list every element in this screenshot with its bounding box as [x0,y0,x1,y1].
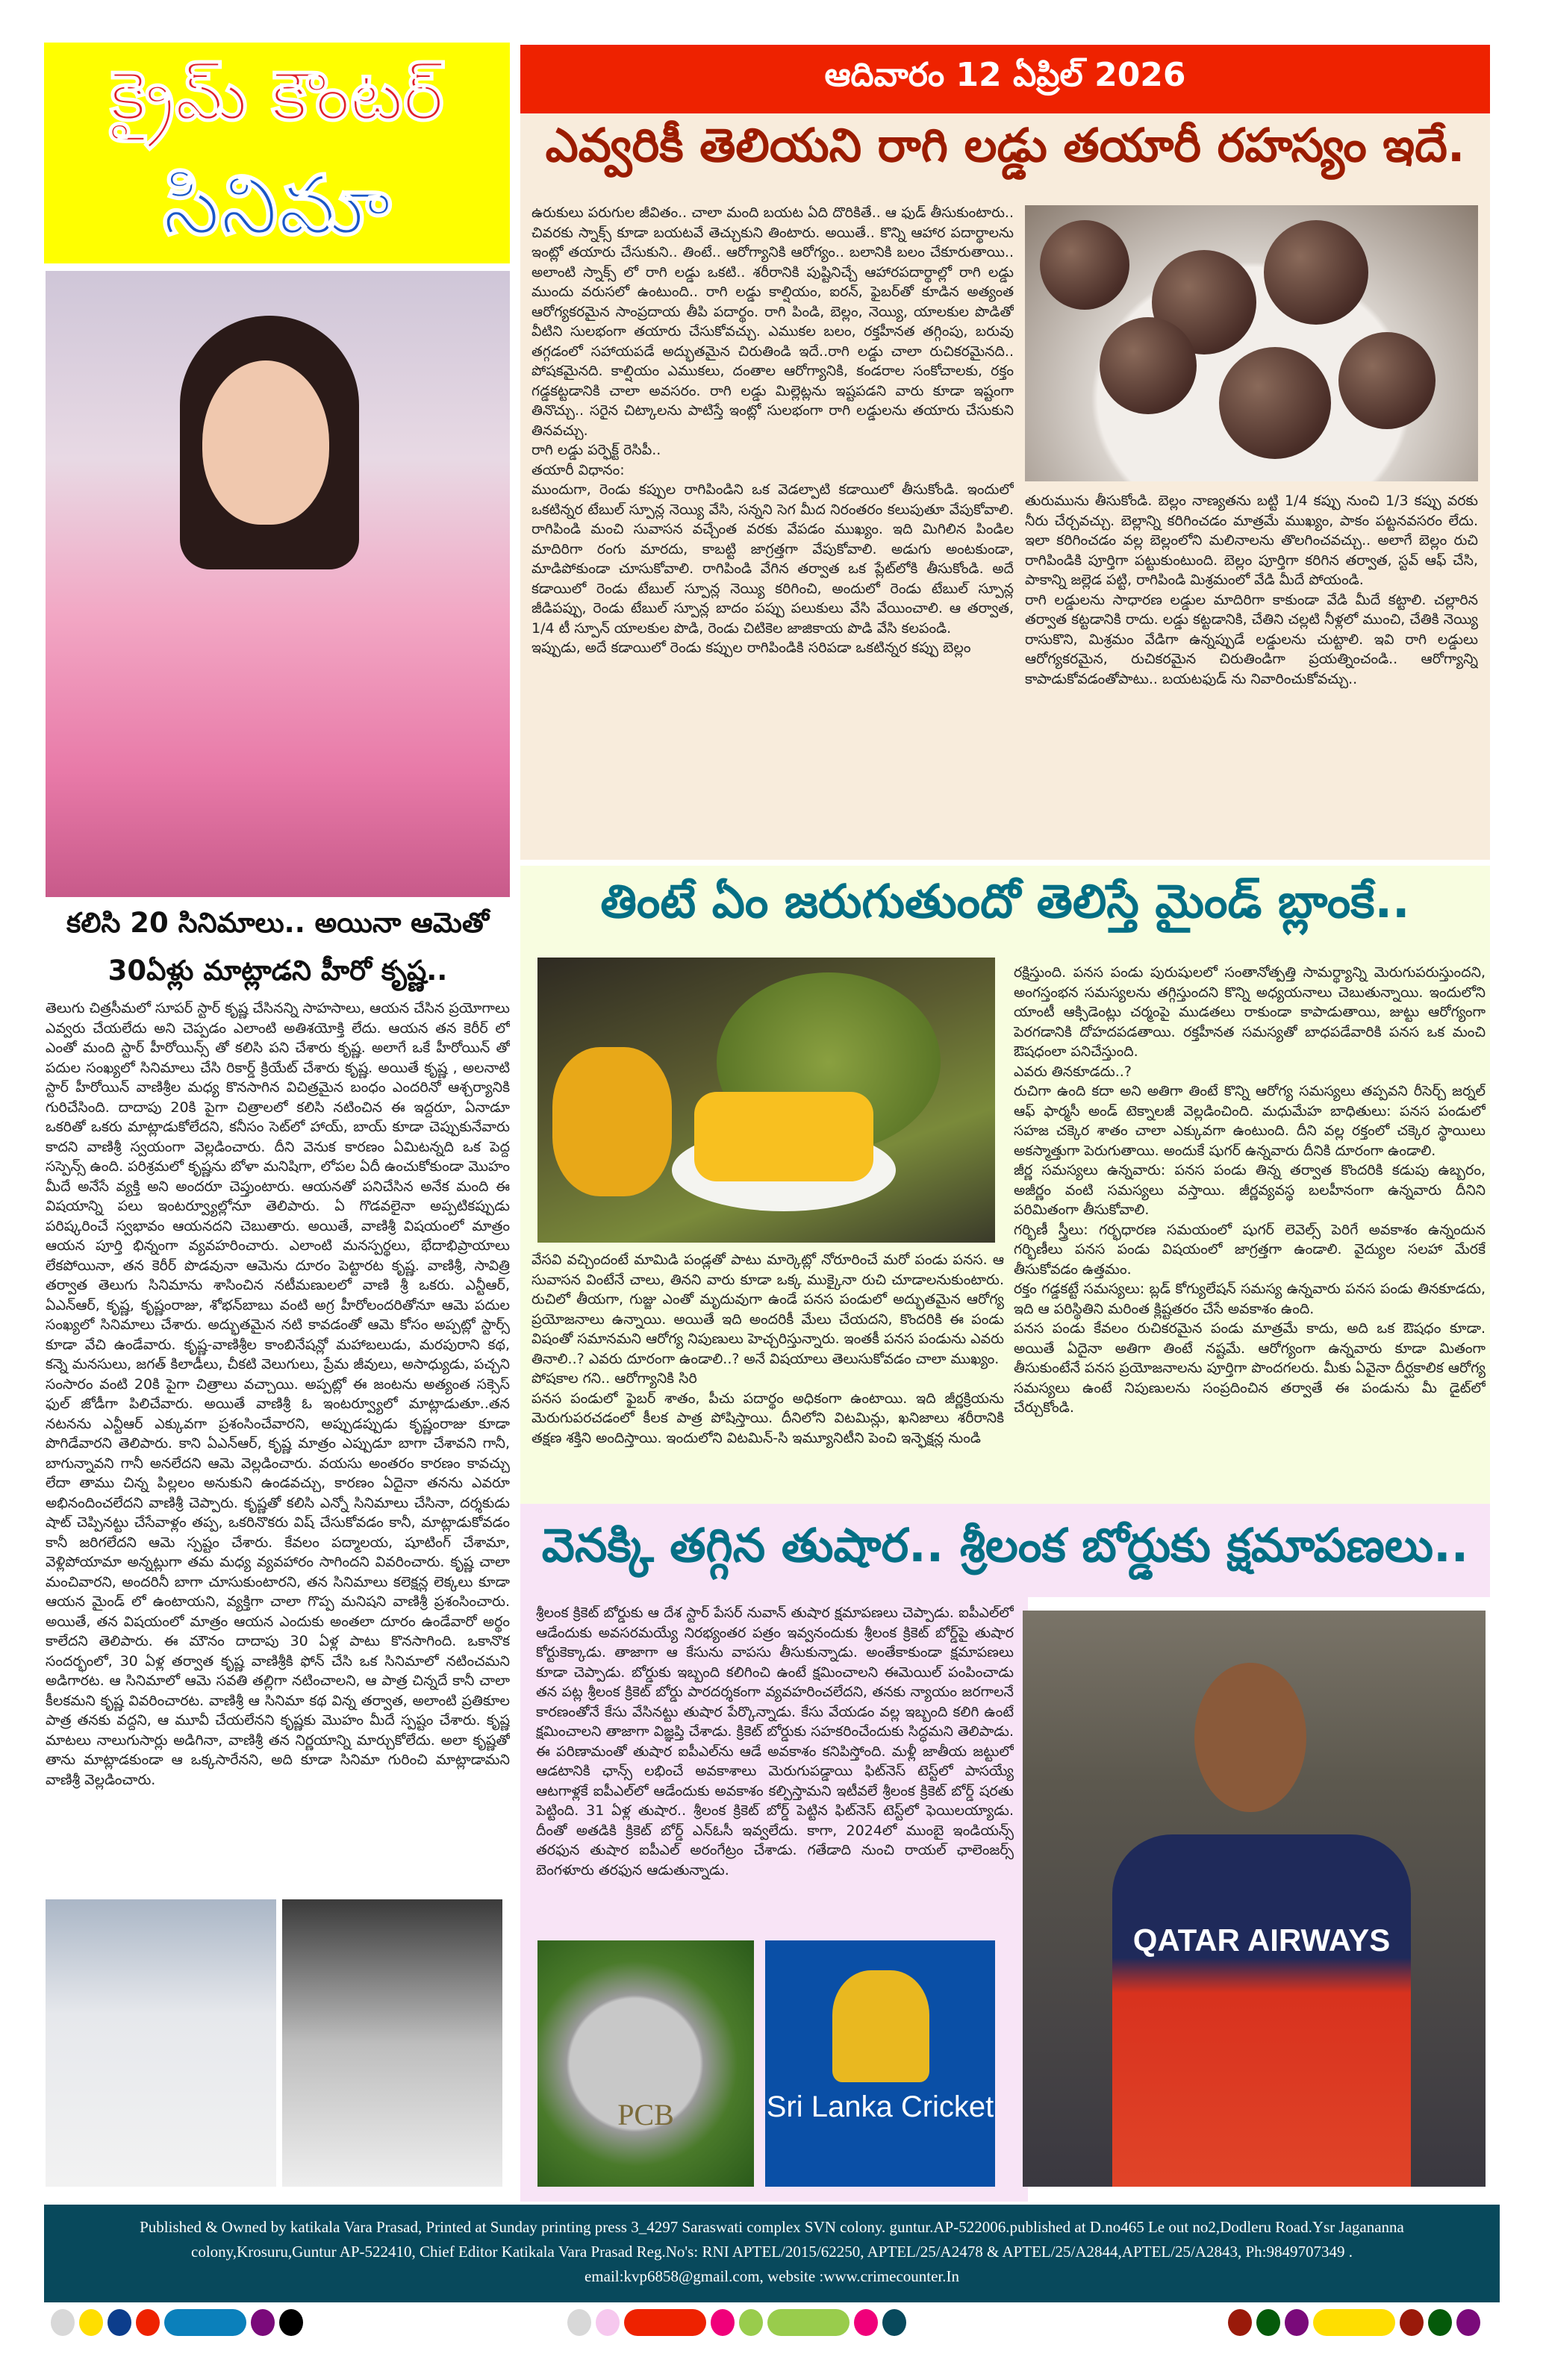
registration-marks-right [1228,2309,1480,2336]
article-jackfruit-col2 [1014,963,1486,1500]
pcb-logo-text: PCB [617,2098,674,2131]
headline-jackfruit: తింటే ఏం జరుగుతుందో తెలిస్తే మైండ్ బ్లాంకే.. [520,866,1490,948]
paragraph: పనస పండులో ఫైబర్ శాతం, పీచు పదార్థం అధికంగా ఉంటాయి. ఇది జీర్ణక్రియను మెరుగుపరచడంలో కీలక పాత్ర పోషిస్తాయి. దీనిలోని విటమిన్లు, ఖనిజాలు శరీరానికి తక్షణ శక్తిని అందిస్తాయి. ఇందులోని విటమిన్-సి ఇమ్యూనిటీని పెంచి ఇన్ఫెక్షన్ల నుండి [532,1390,1004,1446]
paragraph: పోషకాల గని.. ఆరోగ్యానికి సిరి [532,1370,697,1387]
paragraph: ఎవరు తినకూడదు..? [1014,1063,1132,1080]
krishna-photo [46,1899,276,2187]
registration-dot [79,2309,103,2336]
jackfruit-photo [537,958,995,1243]
registration-marks-left [51,2309,303,2336]
article-ragi-col1 [532,203,1014,852]
registration-dot [1456,2309,1480,2336]
headline-ragi: ఎవ్వరికీ తెలియని రాగి లడ్డు తయారీ రహస్యం ఇదే. [520,113,1490,188]
lion-emblem-icon [832,1970,929,2082]
thushara-photo [1023,1611,1486,2187]
article-thushara-body [536,1603,1014,1931]
headline-krishna [46,899,510,996]
registration-dot [164,2309,246,2336]
paragraph: గర్భిణీ స్త్రీలు: గర్భధారణ సమయంలో షుగర్ లెవెల్స్ పెరిగే అవకాశం ఉన్నందున గర్భిణీలు పనస పండు విషయంలో జాగ్రత్తగా ఉండాలి. వైద్యుల సలహా మేరకే తీసుకోవడం ఉత్తమం. [1014,1221,1486,1278]
paragraph: తెలుగు చిత్రసీమలో సూపర్ స్టార్ కృష్ణ చేసినన్ని సాహసాలు, ఆయన చేసిన ప్రయోగాలు ఎవ్వరు చేయలేదు అని చెప్పడం ఎలాంటి అతిశయోక్తి లేదు. ఆయన తన కెరీర్ లో ఎంతో మంది స్టార్ హీరోయిన్స్ తో కలిసి పని చేశారు కృష్ణ. అలాగే ఒకే హీరోయిన్ తో పదుల సంఖ్యలో సినిమాలు చేసి రికార్డ్ క్రియేట్ చేశారు కృష్ణ. అయితే కృష్ణ , అలనాటి స్టార్ హీరోయిన్ వాణిశ్రీల మధ్య కొనసాగిన విచిత్రమైన బంధం ఎందరినో ఆశ్చర్యానికి గురిచేసింది. దాదాపు 20కి పైగా చిత్రాలలో కలిసి నటించిన ఈ ఇద్దరూ, ఏనాడూ ఒకరితో ఒకరు మాట్లాడుకోలేదని, కనీసం సెట్‌లో హాయ్, బాయ్ కూడా చెప్పుకునేవారు కాదని వాణిశ్రీ స్వయంగా వెల్లడించారు. దీని వెనుక కారణం ఏమిటన్నది ఒక పెద్ద సస్పెన్స్ ఉంది. పరిశ్రమలో కృష్ణను బోళా మనిషిగా, లోపల ఏదీ ఉంచుకోకుండా మొహం మీదే అనేసే వ్యక్తి అని అందరూ చెప్తుంటారు. ఆయనతో పనిచేసిన అనేక మంది ఈ విషయాన్ని పలు ఇంటర్వ్యూల్లోనూ తెలిపారు. ఏ గొడవలైనా అప్పటికప్పుడు పరిష్కరించే స్వభావం ఆయనదని చెబుతారు. అయితే, వాణిశ్రీ విషయంలో మాత్రం ఆయన పూర్తి భిన్నంగా వ్యవహరించారు. ఎలాంటి మనస్పర్థలు, భేదాభిప్రాయాలు లేకపోయినా, తన కెరీర్ పొడవునా ఆమెను దూరం పెట్టారట కృష్ణ. వాణిశ్రీ, సావిత్రి తర్వాత తెలుగు సినిమాను శాసించిన నటీమణులలో వాణి శ్రీ ఒకరు. ఎన్టీఆర్, ఏఎన్ఆర్, కృష్ణ, కృష్ణంరాజు, శోభన్‌బాబు వంటి అగ్ర హీరోలందరితోనూ ఆమె పదుల సంఖ్యలో సినిమాలు చేశారు. అద్భుతమైన నటి కావడంతో ఆమె కోసం అప్పట్లో స్టార్స్ కూడా వేచి ఉండేవారు. కృష్ణ-వాణిశ్రీల కాంబినేషన్లో మహాబలుడు, మరపురాని కథ, కన్నె మనసులు, జగత్ కిలాడీలు, చీకటి వెలుగులు, ప్రేమ జీవులు, అసాధ్యుడు, పచ్చని సంసారం వంటి 20కి పైగా చిత్రాలు వచ్చాయి. అప్పట్లో ఈ జంటను అత్యంత సక్సెస్ ఫుల్ జోడీగా పిలిచేవారు. అయితే వాణిశ్రీ ఓ ఇంటర్వ్యూలో మాట్లాడుతూ..తన నటనను ఎన్టీఆర్ ఎక్కువగా ప్రశంసించేవారని, అప్పుడప్పుడు కృష్ణంరాజు కూడా పొగిడేవారని తెలిపారు. కాని ఏఎన్ఆర్, కృష్ణ మాత్రం ఎప్పుడూ బాగా చేశావని గానీ, బాగున్నావని గానీ అనలేదని ఆమె వెల్లడించారు. వయసు అంతరం కారణం కావచ్చు లేదా తాము చిన్న పిల్లలం అనుకుని ఉండవచ్చు, కారణం ఏదైనా తనను ఎవరూ అభినందించలేదని వాణిశ్రీ చెప్పారు. కృష్ణతో కలిసి ఎన్నో సినిమాలు చేసినా, దర్శకుడు షాట్ చెప్పినట్టు చేసేవాళ్లం తప్ప, ఒకరినొకరు విష్ చేసుకోవడం కానీ, మాట్లాడుకోవడం కానీ జరిగలేదని ఆమె స్పష్టం చేశారు. కేవలం పద్మాలయ, షూటింగ్ చేశామా, వెళ్లిపోయామా అన్నట్లుగా తమ మధ్య వ్యవహారం సాగిందని వివరించారు. కృష్ణ చాలా మంచివారని, అందరినీ బాగా చూసుకుంటారని, తన సినిమాలు కలెక్షన్ల లెక్కలు కూడా ఆయన మైండ్ లో ఉంటాయని, వ్యక్తిగా చాలా గొప్ప మనిషని వాణిశ్రీ ప్రశంసించారు. అయితే, తన విషయంలో మాత్రం ఆయన ఎందుకు అంతలా దూరం ఉండేవారో అర్థం కాలేదని తెలిపారు. ఈ మౌనం దాదాపు 30 ఏళ్ల పాటు కొనసాగింది. ఒకానొక సందర్భంలో, 30 ఏళ్ల తర్వాత కృష్ణ వాణిశ్రీకి ఫోన్ చేసి ఒక సినిమాలో నటించమని అడిగారట. ఆ సినిమాలో ఆమె సవతి తల్లిగా నటించాలని, ఆ పాత్ర చిన్నదే కానీ చాలా కీలకమని కృష్ణ వివరించారట. వాణిశ్రీ ఆ సినిమా కథ విన్న తర్వాత, అలాంటి ప్రతికూల పాత్ర తనకు వద్దని, ఆ మూవీ చేయలేనని కృష్ణకు మొహం మీదే స్పష్టం చేశారు. కృష్ణ మాటలు నాలుగుసార్లు అడిగినా, వాణిశ్రీ తన నిర్ణయాన్ని మార్చుకోలేదు. అలా కృష్ణతో తాను మాట్లాడకుండా ఆ ఒక్కసారేనని, అది కూడా సినిమా గురించి మాట్లాడామని వాణిశ్రీ వెల్లడించారు. [46,1000,510,1788]
article-ragi-col2 [1025,491,1478,852]
paragraph: ముందుగా, రెండు కప్పుల రాగిపిండిని ఒక వెడల్పాటి కడాయిలో తీసుకోండి. ఇందులో ఒకటిన్నర టేబుల్ స్పూన్ల నెయ్యి వేసి, సన్నని సెగ మీద నిరంతరం కలుపుతూ వేపుకోవాలి. రాగిపిండి మంచి సువాసన వచ్చేంత వరకు వేపడం ముఖ్యం. ఇది మిగిలిన పిండిల మాదిరిగా రంగు మారదు, కాబట్టి జాగ్రత్తగా వేపుకోవాలి. అడుగు అంటకుండా, మాడిపోకుండా చూసుకోవాలి. రాగిపిండి వేగిన తర్వాత ఒక ప్లేట్‌లోకి తీసుకోండి. అదే కడాయిలో రెండు టేబుల్ స్పూన్ల నెయ్యి కరిగించి, అందులో రెండు టేబుల్ స్పూన్ల జీడిపప్పు, రెండు టేబుల్ స్పూన్ల బాదం పప్పు పలుకులు వేసి వేయించాలి. ఆ తర్వాత, 1/4 టీ స్పూన్ యాలకుల పొడి, రెండు చిటికెల జాజికాయ పొడి వేసి కలపండి. [532,481,1014,637]
vanisri-photo [282,1899,502,2187]
registration-dot [596,2309,620,2336]
registration-dot [739,2309,763,2336]
paragraph: ఇప్పుడు, అదే కడాయిలో రెండు కప్పుల రాగిపిండికి సరిపడా ఒకటిన్నర కప్పు బెల్లం [532,640,971,656]
registration-dot [1428,2309,1452,2336]
registration-dot [251,2309,275,2336]
registration-dot [567,2309,591,2336]
paragraph: రక్తం గడ్డకట్టే సమస్యలు: బ్లడ్ కోగ్యులేషన్ సమస్య ఉన్నవారు పనస పండు తినకూడదు, ఇది ఆ పరిస్థితిని మరింత క్లిష్టతరం చేసే అవకాశం ఉంది. [1014,1281,1486,1317]
registration-dot [767,2309,850,2336]
registration-dot [51,2309,75,2336]
sri-lanka-cricket-logo [765,1940,995,2187]
masthead-logo [44,43,510,263]
paragraph: జీర్ణ సమస్యలు ఉన్నవారు: పనస పండు తిన్న తర్వాత కొందరికి కడుపు ఉబ్బరం, అజీర్ణం వంటి సమస్యలు వస్తాయి. జీర్ణవ్యవస్థ బలహీనంగా ఉన్నవారు దీనిని పరిమితంగా తీసుకోవాలి. [1014,1162,1486,1218]
paragraph: తురుమును తీసుకోండి. బెల్లం నాణ్యతను బట్టి 1/4 కప్పు నుంచి 1/3 కప్పు వరకు నీరు చేర్చవచ్చు. బెల్లాన్ని కరిగించడం మాత్రమే ముఖ్యం, పాకం పట్టనవసరం లేదు. ఇలా కరిగించడం వల్ల బెల్లంలోని మలినాలను తొలగించవచ్చు.. అలాగే బెల్లం రుచి రాగిపిండికి పూర్తిగా పట్టుకుంటుంది. బెల్లం పూర్తిగా కరిగిన తర్వాత, స్టవ్ ఆఫ్ చేసి, పాకాన్ని జల్లెడ పట్టి, రాగిపిండి మిశ్రమంలో వేడి మీదే పోయండి. [1025,493,1478,588]
registration-dot [1228,2309,1252,2336]
paragraph: రుచిగా ఉంది కదా అని అతిగా తింటే కొన్ని ఆరోగ్య సమస్యలు తప్పవని రీసెర్చ్ జర్నల్ ఆఫ్ ఫార్మసీ అండ్ టెక్నాలజీ వెల్లడించింది. మధుమేహ బాధితులు: పనస పండులో సహజ చక్కెర శాతం చాలా ఎక్కువగా ఉంటుంది. దీని వల్ల రక్తంలో చక్కెర స్థాయిలు అకస్మాత్తుగా పెరుగుతాయి. అందుకే షుగర్ ఉన్నవారు దీనికి దూరంగా ఉండాలి. [1014,1083,1486,1159]
jersey-sponsor: QATAR AIRWAYS [1132,1923,1391,1958]
actress-photo [46,271,510,897]
paragraph: శ్రీలంక క్రికెట్ బోర్డుకు ఆ దేశ స్టార్ పేసర్ నువాన్ తుషార క్షమాపణలు చెప్పాడు. ఐపీఎల్‌లో ఆడేందుకు అవసరమయ్యే నిరభ్యంతర పత్రం ఇవ్వనందుకు శ్రీలంక క్రికెట్ బోర్డ్‌పై తుషార కోర్టుకెక్కాడు. తాజాగా ఆ కేసును వాపసు తీసుకున్నాడు. అంతేకాకుండా క్షమాపణలు కూడా చెప్పాడు. బోర్డుకు ఇబ్బంది కలిగించి ఉంటే క్షమించాలని ఈమెయిల్ పంపించాడు తన పట్ల శ్రీలంక క్రికెట్ బోర్డు పారదర్శకంగా వ్యవహరించలేదని, తనకు న్యాయం జరగాలనే కారణంతోనే కేసు వేసినట్టు తుషార పేర్కొన్నాడు. కేసు వేయడం వల్ల ఇబ్బంది కలిగి ఉంటే క్షమించాలని తాజాగా విజ్ఞప్తి చేశాడు. క్రికెట్ బోర్డుకు సహకరించేందుకు సిద్ధమని తెలిపాడు. ఈ పరిణామంతో తుషార ఐపీఎల్‌ను ఆడే అవకాశం కనిపిస్తోంది. మళ్లీ జాతీయ జట్టులో ఆడటానికి ఛాన్స్ లభించే అవకాశాలు మెరుగుపడ్డాయి ఫిట్‌నెస్ టెస్ట్‌లో పాసయ్యే ఆటగాళ్లకే ఐపీఎల్‌లో ఆడేందుకు అవకాశం కల్పిస్తామని ఇటీవలే శ్రీలంక క్రికెట్ బోర్డ్ షరతు పెట్టింది. 31 ఏళ్ల తుషార.. శ్రీలంక క్రికెట్ బోర్డ్ పెట్టిన ఫిట్‌నెస్ టెస్ట్‌లో ఫెయిలయ్యాడు. దీంతో అతడికి క్రికెట్ బోర్డ్ ఎన్ఓసీ ఇవ్వలేదు. కాగా, 2024లో ముంబై ఇండియన్స్ తరఫున తుషార ఐపీఎల్ అరంగేట్రం చేశాడు. గతేడాది నుంచి రాయల్ ఛాలెంజర్స్ బెంగళూరు తరఫున ఆడుతున్నాడు. [536,1605,1014,1878]
paragraph: ఉరుకులు పరుగుల జీవితం.. చాలా మంది బయట ఏది దొరికితే.. ఆ ఫుడ్ తీసుకుంటారు.. చివరకు స్నాక్స్ కూడా బయటవే తెచ్చుకుని తింటారు. అయితే.. కొన్ని ఆహార పదార్థాలను ఇంట్లో తయారు చేసుకుని.. తింటే.. ఆరోగ్యానికి ఆరోగ్యం.. బలానికి బలం చేకూరుతాయి.. అలాంటి స్నాక్స్ లో రాగి లడ్డు ఒకటి.. శరీరానికి పుష్టినిచ్చే ఆహారపదార్థాల్లో రాగి లడ్డు ముందు వరుసలో ఉంటుంది.. రాగి లడ్డు కాల్షియం, ఐరన్, ఫైబర్‌తో కూడిన అత్యంత ఆరోగ్యకరమైన సాంప్రదాయ తీపి పదార్థం. రాగి పిండి, బెల్లం, నెయ్యి, యాలకుల పొడితో వీటిని సులభంగా తయారు చేసుకోవచ్చు. ఎముకల బలం, రక్తహీనత తగ్గింపు, బరువు తగ్గడంలో సహాయపడే అద్భుతమైన చిరుతిండి ఇదే..రాగి లడ్డు చాలా రుచికరమైనది.. పోషకమైనది. కాల్షియం ఎముకలు, దంతాల ఆరోగ్యానికి, కండరాల సంకోచాలకు, రక్తం గడ్డకట్టడానికి చాలా అవసరం. రాగి లడ్డు మిల్లెట్లను ఇష్టపడని వారు కూడా ఇష్టంగా తినొచ్చు.. సరైన చిట్కాలను పాటిస్తే ఇంట్లో సులభంగా రాగి లడ్డులను తయారు చేసుకుని తినవచ్చు. [532,204,1014,439]
registration-dot [624,2309,706,2336]
paragraph: రాగి లడ్డు పర్ఫెక్ట్ రెసిపీ.. [532,442,661,458]
registration-dot [136,2309,160,2336]
paragraph: రాగి లడ్డులను సాధారణ లడ్డుల మాదిరిగా కాకుండా వేడి మీదే కట్టాలి. చల్లారిన తర్వాత కట్టడానికి రాదు. లడ్డు కట్టడానికి, చేతిని చల్లటి నీళ్లలో ముంచి, చేతికి నెయ్యి రాసుకొని, మిశ్రమం వేడిగా ఉన్నప్పుడే లడ్డులను చుట్టాలి. ఇవి రాగి లడ్డులు ఆరోగ్యకరమైన, రుచికరమైన చిరుతిండిగా ప్రయత్నించండి.. ఆరోగ్యాన్ని కాపాడుకోవడంతోపాటు.. బయటఫుడ్ ను నివారించుకోవచ్చు.. [1025,591,1478,687]
registration-dot [1400,2309,1424,2336]
paragraph: తయారీ విధానం: [532,461,625,478]
headline-line: కలిసి 20 సినిమాలు.. అయినా ఆమెతో [66,907,489,939]
paragraph: రక్షిస్తుంది. పనస పండు పురుషులలో సంతానోత్పత్తి సామర్థ్యాన్ని మెరుగుపరుస్తుందని, అంగస్తంభన సమస్యలను తగ్గిస్తుందని కొన్ని అధ్యయనాలు చెబుతున్నాయి. ఇందులోని యాంటీ ఆక్సిడెంట్లు చర్మంపై ముడతలు రాకుండా కాపాడుతాయి, జుట్టు ఆరోగ్యంగా పెరగడానికి దోహదపడతాయి. రక్తహీనత సమస్యతో బాధపడేవారికి పనస ఒక మంచి ఔషధంలా పనిచేస్తుంది. [1014,964,1486,1060]
article-jackfruit-col1 [532,1250,1004,1500]
imprint-footer [44,2205,1500,2302]
logo-subtitle: సినిమా [162,157,392,253]
date-bar [520,45,1490,113]
issue-date: ఆదివారం 12 ఏప్రిల్ 2026 [824,56,1186,94]
registration-dot [711,2309,735,2336]
registration-dot [107,2309,131,2336]
sl-logo-text: Sri Lanka Cricket [766,2090,994,2123]
ragi-ladoo-photo [1025,205,1478,481]
registration-dot [854,2309,878,2336]
paragraph: వేసవి వచ్చిందంటే మామిడి పండ్లతో పాటు మార్కెట్లో నోరూరించే మరో పండు పనస. ఆ సువాసన వింటేనే చాలు, తినని వారు కూడా ఒక్క ముక్కైనా రుచి చూడాలనుకుంటారు. రుచిలో తీయగా, గుజ్జు ఎంతో మృదువుగా ఉండే పనస పండులో అద్భుతమైన ఆరోగ్య ప్రయోజనాలు ఉన్నాయి. అయితే ఇది అందరికీ మేలు చేయదని, కొందరికి ఈ పండు విషంతో సమానమని ఆరోగ్య నిపుణులు హెచ్చరిస్తున్నారు. ఇంతకీ పనస పండును ఎవరు తినాలి..? ఎవరు దూరంగా ఉండాలి..? అనే విషయాలు తెలుసుకోవడం చాలా ముఖ్యం. [532,1252,1004,1367]
pcb-logo-photo [537,1940,754,2187]
article-krishna-body [46,999,510,1892]
registration-dot [1256,2309,1280,2336]
logo-title: క్రైమ్ కౌంటర్ [110,56,444,136]
footer-line: email:kvp6858@gmail.com, website :www.crimecounter.In [584,2267,960,2285]
headline-line: 30ఏళ్లు మాట్లాడని హీరో కృష్ణ.. [107,955,448,987]
registration-dot [1313,2309,1395,2336]
registration-dot [279,2309,303,2336]
footer-line: Published & Owned by katikala Vara Prasad, Printed at Sunday printing press 3_4297 Saraswati complex SVN colony. guntur.AP-522006.published at D.no465 Le out no2,Dodleru Road.Ysr Jagananna [140,2218,1404,2236]
paragraph: పనస పండు కేవలం రుచికరమైన పండు మాత్రమే కాదు, అది ఒక ఔషధం కూడా. అయితే ఏదైనా అతిగా తింటే నష్టమే. ఆరోగ్యంగా ఉన్నవారు కూడా మితంగా తీసుకుంటేనే పనస ప్రయోజనాలను పూర్తిగా పొందగలరు. మీకు ఏవైనా దీర్ఘకాలిక ఆరోగ్య సమస్యలు ఉంటే నిపుణులను సంప్రదించిన తర్వాతే ఈ పండును మీ డైట్‌లో చేర్చుకోండి. [1014,1320,1486,1416]
registration-marks-middle [567,2309,906,2336]
registration-dot [882,2309,906,2336]
footer-line: colony,Krosuru,Guntur AP-522410, Chief Editor Katikala Vara Prasad Reg.No's: RNI APTEL/2015/62250, APTEL/25/A2478 & APTEL/25/A2844,APTEL/25/A2843, Ph:9849707349 . [191,2243,1353,2261]
headline-thushara: వెనక్కి తగ్గిన తుషార.. శ్రీలంక బోర్డుకు క్షమాపణలు.. [520,1504,1490,1597]
registration-dot [1285,2309,1309,2336]
